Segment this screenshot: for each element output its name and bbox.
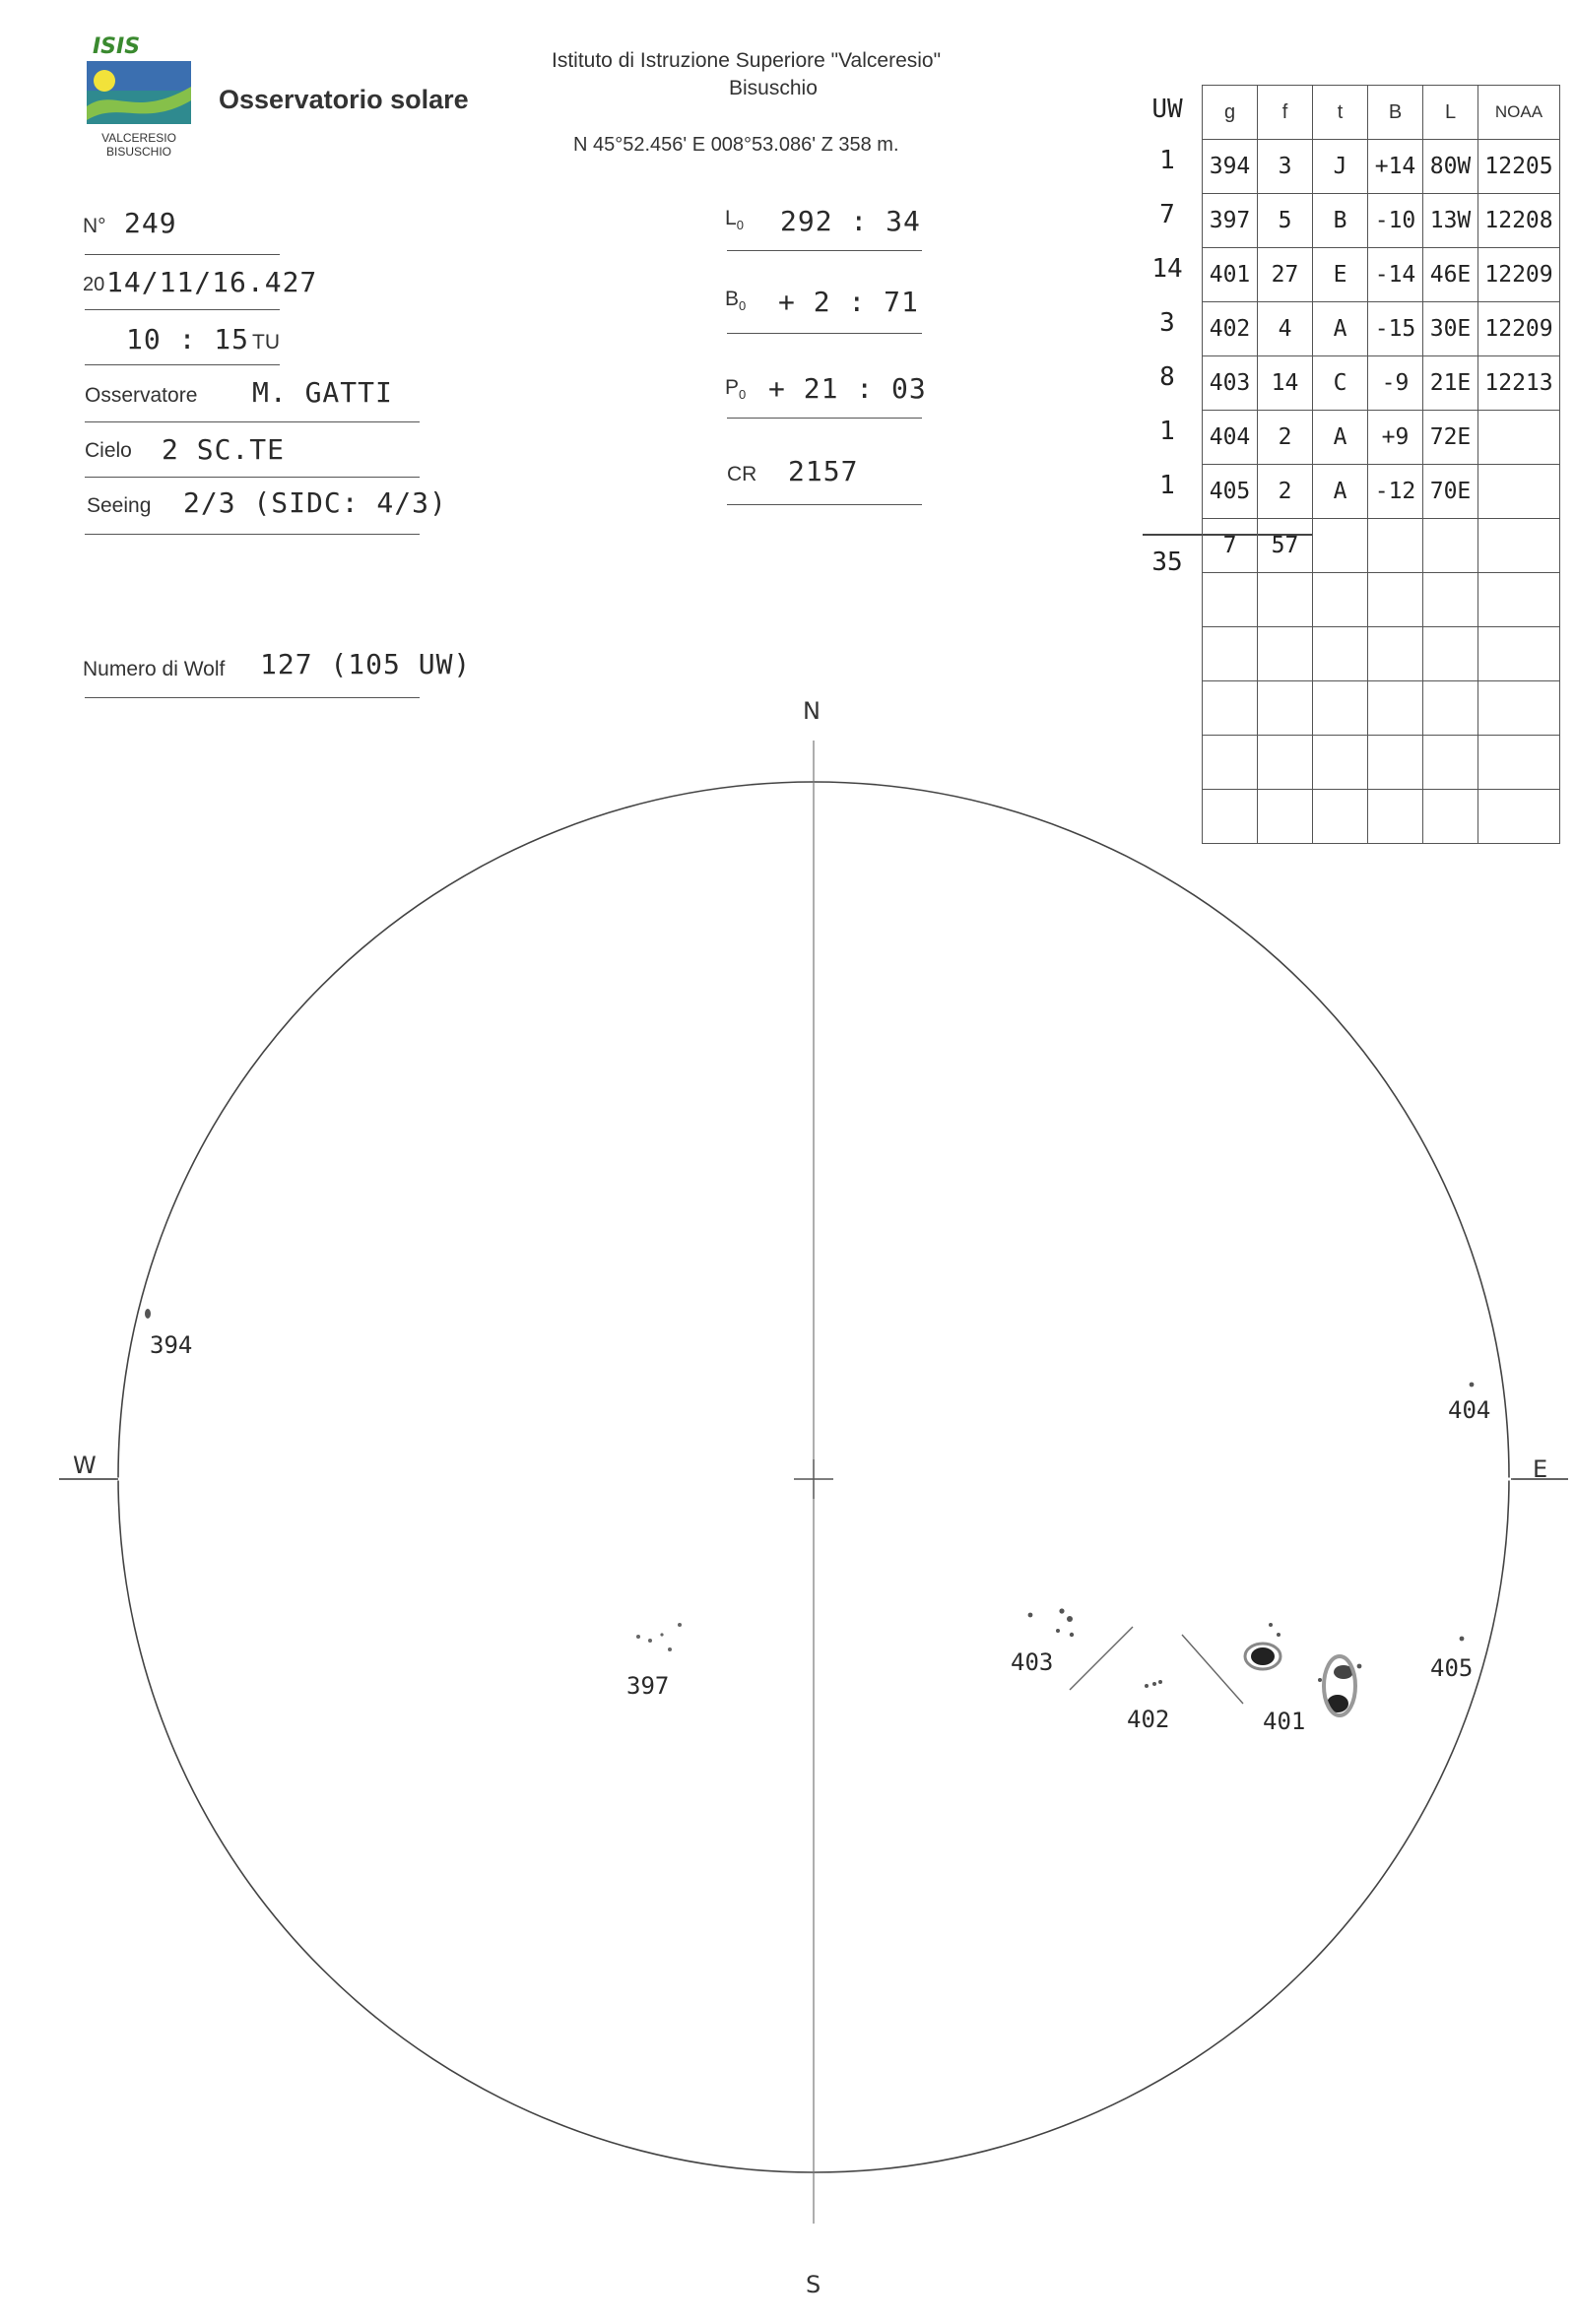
table-header-cell: f	[1258, 86, 1313, 140]
uw-value: 1	[1159, 417, 1175, 446]
table-header-cell: NOAA	[1478, 86, 1560, 140]
table-cell-b: +14	[1368, 140, 1423, 194]
table-header-cell: B	[1368, 86, 1423, 140]
p0-value: + 21 : 03	[768, 372, 927, 405]
logo-sub2: BISUSCHIO	[105, 145, 172, 159]
uw-value: 8	[1159, 362, 1175, 392]
time-value: 10 : 15	[126, 323, 250, 355]
table-cell-noaa: 12209	[1478, 248, 1560, 302]
group-label-401: 401	[1263, 1708, 1306, 1735]
institute-name: Istituto di Istruzione Superiore "Valceresio"	[552, 49, 942, 72]
sky-value: 2 SC.TE	[162, 433, 286, 466]
group-label-405: 405	[1430, 1654, 1474, 1682]
table-cell-noaa: 12205	[1478, 140, 1560, 194]
spot-group-404	[1470, 1383, 1475, 1388]
table-cell-t: A	[1313, 465, 1368, 519]
east-label: E	[1533, 1455, 1548, 1483]
table-cell-g: 404	[1203, 411, 1258, 465]
group-label-403: 403	[1011, 1648, 1054, 1676]
table-cell-f: 3	[1258, 140, 1313, 194]
table-header-cell: t	[1313, 86, 1368, 140]
logo-sub1: VALCERESIO	[101, 131, 176, 145]
table-header-cell: L	[1423, 86, 1478, 140]
uw-value: 3	[1159, 308, 1175, 338]
table-cell-noaa: 12213	[1478, 356, 1560, 411]
wolf-value: 127 (105 UW)	[260, 648, 472, 680]
table-cell-b: -10	[1368, 194, 1423, 248]
table-cell-noaa: 12208	[1478, 194, 1560, 248]
institute-town: Bisuschio	[729, 77, 818, 99]
table-cell-g: 405	[1203, 465, 1258, 519]
spot-group-397	[636, 1623, 682, 1651]
table-total-g: 7	[1203, 519, 1258, 573]
time-unit: TU	[252, 331, 280, 354]
table-cell-t: E	[1313, 248, 1368, 302]
table-cell-b: -15	[1368, 302, 1423, 356]
wolf-label: Numero di Wolf	[83, 658, 226, 680]
site-coordinates: N 45°52.456' E 008°53.086' Z 358 m.	[573, 134, 899, 156]
uw-value: 1	[1159, 471, 1175, 500]
uw-value: 14	[1151, 254, 1183, 284]
l0-label: $L_0$	[725, 207, 744, 233]
group-label-394: 394	[150, 1331, 193, 1359]
b0-label: $B_0$	[725, 288, 747, 314]
spot-group-405	[1460, 1637, 1465, 1642]
table-cell-f: 2	[1258, 411, 1313, 465]
p0-label: $P_0$	[725, 376, 747, 403]
table-cell-b: -9	[1368, 356, 1423, 411]
observer-label: Osservatore	[85, 384, 198, 407]
table-cell-f: 5	[1258, 194, 1313, 248]
table-total-f: 57	[1258, 519, 1313, 573]
table-cell-f: 2	[1258, 465, 1313, 519]
table-cell-b: +9	[1368, 411, 1423, 465]
north-label: N	[803, 697, 821, 725]
table-cell-f: 4	[1258, 302, 1313, 356]
table-cell-l: 80W	[1423, 140, 1478, 194]
table-header-cell: g	[1203, 86, 1258, 140]
l0-value: 292 : 34	[780, 205, 921, 237]
logo-text: ISIS	[93, 34, 141, 59]
spot-group-402	[1145, 1680, 1162, 1688]
cr-value: 2157	[788, 455, 859, 487]
pointer-402-right	[1182, 1635, 1243, 1704]
pointer-402-left	[1070, 1627, 1133, 1690]
table-cell-l: 13W	[1423, 194, 1478, 248]
table-cell-t: A	[1313, 411, 1368, 465]
table-cell-b: -14	[1368, 248, 1423, 302]
table-cell-l: 72E	[1423, 411, 1478, 465]
uw-total: 35	[1151, 548, 1183, 577]
table-cell-b: -12	[1368, 465, 1423, 519]
west-label: W	[73, 1452, 97, 1479]
observatory-title: Osservatorio solare	[219, 85, 469, 114]
table-cell-g: 403	[1203, 356, 1258, 411]
table-cell-g: 394	[1203, 140, 1258, 194]
table-cell-t: J	[1313, 140, 1368, 194]
observer-value: M. GATTI	[252, 376, 393, 409]
spot-group-403	[1028, 1608, 1075, 1637]
group-label-402: 402	[1127, 1706, 1170, 1733]
seeing-value: 2/3 (SIDC: 4/3)	[183, 486, 447, 519]
sky-label: Cielo	[85, 439, 132, 462]
spot-group-394	[145, 1309, 151, 1319]
uw-header: UW	[1151, 95, 1183, 124]
seeing-label: Seeing	[87, 494, 152, 517]
table-cell-g: 402	[1203, 302, 1258, 356]
table-cell-l: 46E	[1423, 248, 1478, 302]
date-prefix: 20	[83, 274, 105, 295]
b0-value: + 2 : 71	[778, 286, 919, 318]
table-cell-g: 397	[1203, 194, 1258, 248]
group-label-397: 397	[626, 1672, 670, 1700]
table-cell-l: 30E	[1423, 302, 1478, 356]
table-cell-g: 401	[1203, 248, 1258, 302]
table-cell-f: 14	[1258, 356, 1313, 411]
cr-label: CR	[727, 463, 757, 485]
uw-value: 7	[1159, 200, 1175, 229]
table-cell-noaa: 12209	[1478, 302, 1560, 356]
date-value: 14/11/16.427	[106, 266, 318, 298]
table-cell-l: 70E	[1423, 465, 1478, 519]
table-cell-t: B	[1313, 194, 1368, 248]
number-value: 249	[124, 207, 177, 239]
spot-group-401	[1245, 1623, 1361, 1715]
table-cell-l: 21E	[1423, 356, 1478, 411]
south-label: S	[806, 2271, 821, 2298]
uw-value: 1	[1159, 146, 1175, 175]
number-label: N°	[83, 215, 106, 237]
table-cell-t: C	[1313, 356, 1368, 411]
table-cell-f: 27	[1258, 248, 1313, 302]
group-label-404: 404	[1448, 1396, 1491, 1424]
table-cell-t: A	[1313, 302, 1368, 356]
